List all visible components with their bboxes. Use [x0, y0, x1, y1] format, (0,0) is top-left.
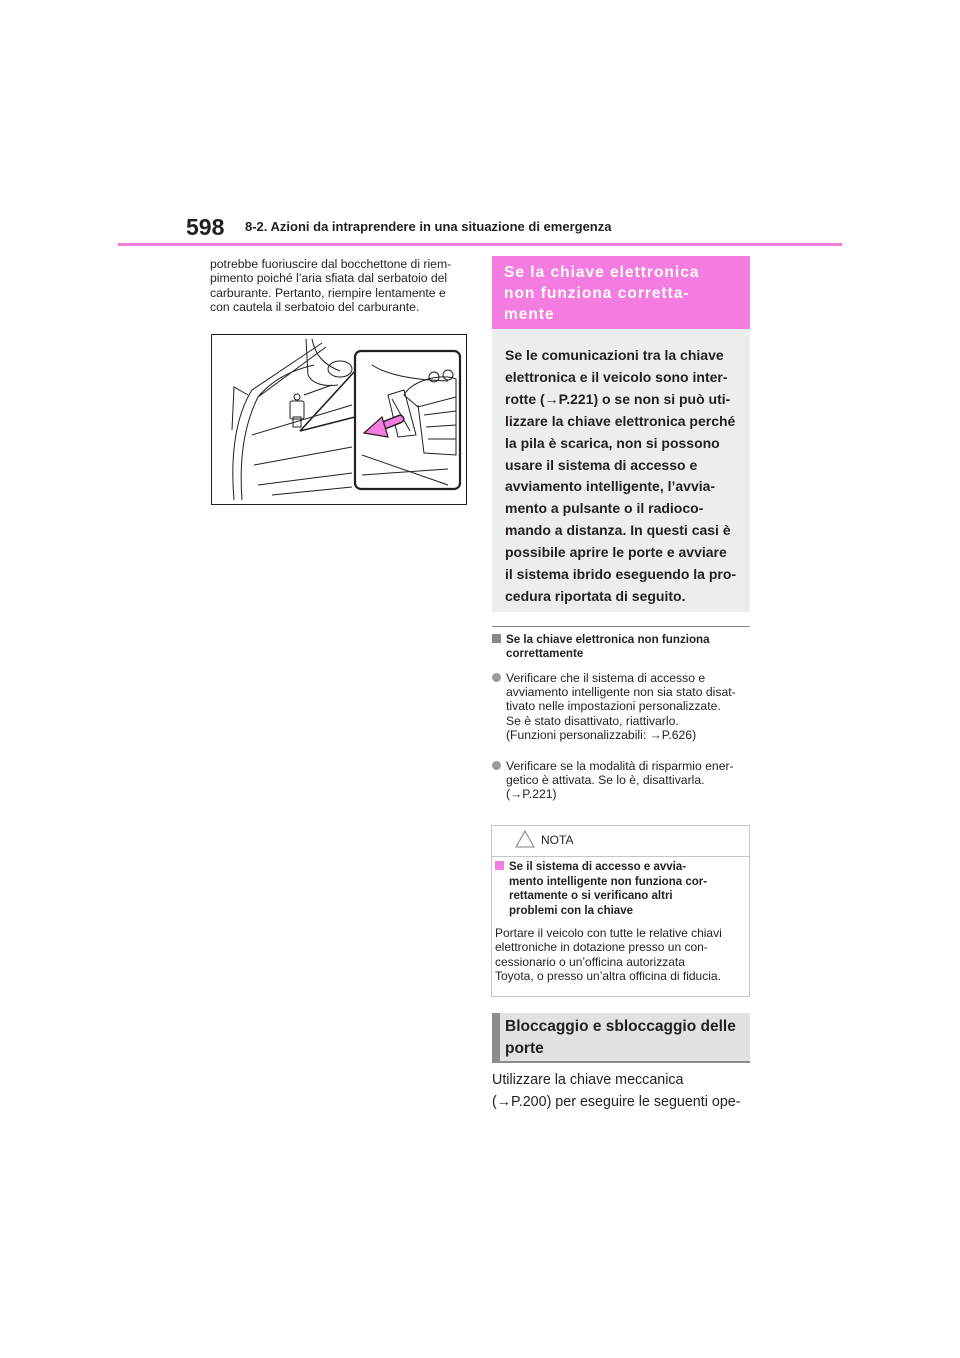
- summary-line: possibile aprire le porte e avviare: [505, 544, 727, 561]
- nota-body-line: Toyota, o presso un’altra officina di fiducia.: [495, 969, 721, 984]
- summary-text: [505, 345, 736, 608]
- section-heading-underline: [492, 1061, 750, 1063]
- nota-body-line: elettroniche in dotazione presso un con-: [495, 940, 708, 955]
- bullet-line: (Funzioni personalizzabili: →P.626): [506, 727, 697, 742]
- title-line: mente: [504, 306, 555, 323]
- nota-body-line: cessionario o un’officina autorizzata: [495, 954, 685, 969]
- bullet-line: getico è attivata. Se lo è, disattivarla.: [506, 773, 705, 788]
- nota-heading-line: Se il sistema di accesso e avvia-: [509, 861, 687, 873]
- summary-line: cedura riportata di seguito.: [505, 587, 686, 604]
- nota-heading: [495, 860, 707, 918]
- bullet-line: tivato nelle impostazioni personalizzate.: [506, 699, 721, 714]
- nota-label: NOTA: [541, 833, 574, 847]
- text-line: carburante. Pertanto, riempire lentamente e: [210, 285, 446, 300]
- summary-line: avviamento intelligente, l’avvia-: [505, 478, 716, 495]
- fuel-inlet-illustration: [211, 334, 467, 505]
- fuel-caution-paragraph: [210, 257, 472, 314]
- text-line: (→P.200) per eseguire le seguenti ope-: [492, 1094, 741, 1110]
- summary-line: il sistema ibrido eseguendo la pro-: [505, 566, 737, 583]
- bullet-line: Verificare che il sistema di accesso e: [506, 671, 706, 685]
- header-rule: [118, 243, 842, 246]
- bullet-line: avviamento intelligente non sia stato disat-: [506, 685, 736, 700]
- warning-triangle-icon: [515, 830, 535, 848]
- bullet-item-power-saving: [492, 759, 734, 802]
- nota-body: [495, 926, 722, 984]
- nota-divider: [492, 856, 749, 857]
- bullet-item-check-settings: [492, 671, 736, 742]
- text-line: pimento poiché l’aria sfiata dal serbatoio del: [210, 271, 448, 286]
- divider: [492, 626, 750, 627]
- nota-heading-line: mento intelligente non funziona cor-: [509, 875, 708, 888]
- subheading-line: correttamente: [506, 647, 584, 661]
- bullet-dot-icon: [492, 761, 501, 770]
- square-bullet-icon: [495, 861, 504, 870]
- square-bullet-icon: [492, 634, 501, 643]
- text-line: con cautela il serbatoio del carburante.: [210, 299, 420, 314]
- text-line: potrebbe fuoriuscire dal bocchettone di riem-: [210, 257, 452, 271]
- title-line: Se la chiave elettronica: [504, 264, 700, 281]
- section-heading-bar: [492, 1013, 500, 1062]
- text-line: Utilizzare la chiave meccanica: [492, 1072, 684, 1088]
- summary-line: elettronica e il veicolo sono inter-: [505, 368, 728, 385]
- subheading-line: Se la chiave elettronica non funziona: [506, 633, 710, 646]
- summary-line: mando a distanza. In questi casi è: [505, 522, 731, 539]
- bullet-line: (→P.221): [506, 787, 557, 802]
- subheading-key-malfunction: [492, 633, 710, 662]
- summary-line: rotte (→P.221) o se non si può uti-: [505, 390, 731, 407]
- nota-heading-line: problemi con la chiave: [509, 904, 633, 917]
- summary-line: Se le comunicazioni tra la chiave: [505, 347, 724, 363]
- nota-body-line: Portare il veicolo con tutte le relative chiavi: [495, 926, 722, 940]
- summary-line: mento a pulsante o il radioco-: [505, 500, 704, 517]
- bullet-line: Verificare se la modalità di risparmio ener-: [506, 759, 734, 773]
- summary-line: lizzare la chiave elettronica perché: [505, 412, 736, 429]
- bullet-line: Se è stato disattivato, riattivarlo.: [506, 713, 679, 728]
- summary-line: usare il sistema di accesso e: [505, 456, 698, 473]
- section-title-line: Bloccaggio e sbloccaggio delle: [505, 1018, 736, 1035]
- section-title-electronic-key: [504, 262, 699, 325]
- running-header: 8-2. Azioni da intraprendere in una situazione di emergenza: [245, 219, 612, 234]
- summary-line: la pila è scarica, non si possono: [505, 434, 720, 451]
- bullet-dot-icon: [492, 673, 501, 682]
- page-number: 598: [186, 214, 225, 240]
- section-title-line: porte: [505, 1040, 544, 1057]
- section-title-doors: [505, 1016, 736, 1060]
- nota-heading-line: rettamente o si verificano altri: [509, 890, 673, 902]
- title-line: non funziona corretta-: [504, 285, 690, 302]
- door-procedure-intro: [492, 1069, 741, 1113]
